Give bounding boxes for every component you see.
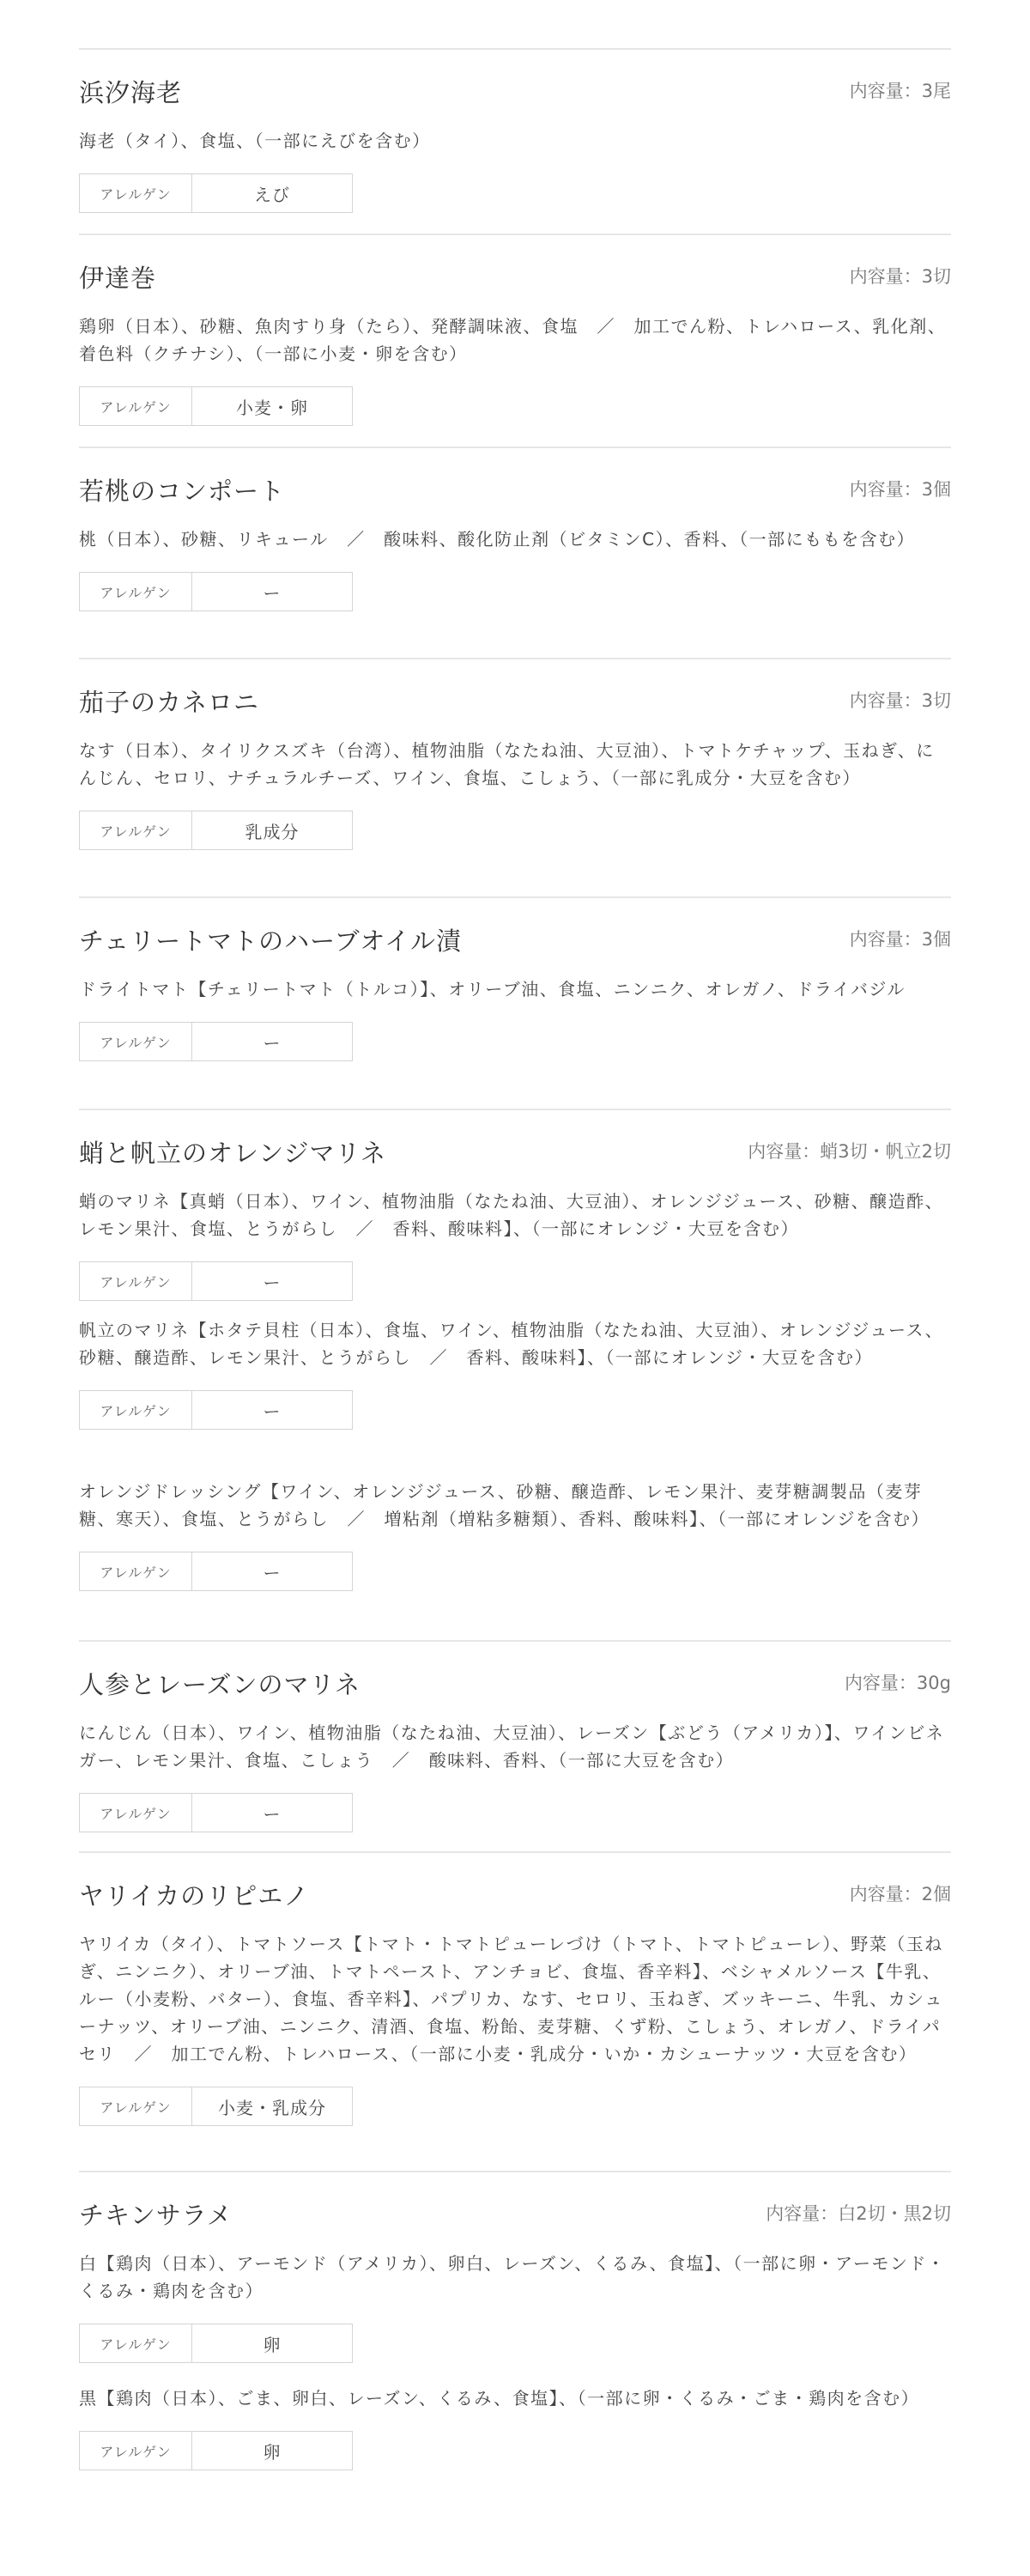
ingredient-block <box>79 313 951 426</box>
ingredient-block <box>79 737 951 850</box>
ingredient-block <box>79 526 951 611</box>
product-name: 茄子のカネロニ <box>79 688 260 717</box>
product-item <box>79 1851 951 2118</box>
ingredient-block <box>79 1930 951 2126</box>
allergen-value: えび <box>254 184 290 205</box>
allergen-value: ー <box>263 1272 282 1293</box>
product-quantity: 内容量：3切 <box>849 266 951 287</box>
ingredients-text: 海老（タイ）、食塩、（一部にえびを含む） <box>79 131 431 151</box>
product-quantity: 内容量：蛸3切・帆立2切 <box>748 1141 951 1162</box>
allergen-value: ー <box>263 1562 282 1583</box>
ingredient-block <box>79 1316 951 1430</box>
product-item <box>79 1109 951 1583</box>
product-name: 伊達巻 <box>79 264 157 293</box>
product-item <box>79 48 951 205</box>
allergen-value: 卵 <box>263 2441 282 2463</box>
ingredient-block <box>79 1719 951 1832</box>
allergen-box <box>79 1022 353 1061</box>
allergen-box <box>79 1793 353 1832</box>
ingredients-text: 蛸のマリネ【真蛸（日本）、ワイン、植物油脂（なたね油、大豆油）、オレンジジュース、砂糖、醸造酢、レモン果汁、食塩、とうがらし ／ 香料、酸味料】、（一部にオレンジ・大豆を含む） <box>79 1191 944 1239</box>
allergen-box <box>79 1390 353 1430</box>
product-header <box>79 898 951 975</box>
allergen-label: アレルゲン <box>80 387 192 425</box>
product-quantity: 内容量：2個 <box>849 1884 951 1905</box>
allergen-label: アレルゲン <box>80 174 192 212</box>
ingredient-block <box>79 975 951 1061</box>
product-name: ヤリイカのリピエノ <box>79 1881 310 1911</box>
allergen-box <box>79 386 353 426</box>
product-item <box>79 1640 951 1825</box>
allergen-label: アレルゲン <box>80 1023 192 1060</box>
ingredients-text: 桃（日本）、砂糖、リキュール ／ 酸味料、酸化防止剤（ビタミンC）、香料、（一部にももを含む） <box>79 529 916 550</box>
allergen-box <box>79 572 353 611</box>
allergen-value: ー <box>263 582 282 604</box>
ingredient-block <box>79 1188 951 1301</box>
allergen-box <box>79 811 353 850</box>
ingredient-block <box>79 1478 951 1591</box>
allergen-value: 小麦・卵 <box>236 397 308 418</box>
ingredients-text: なす（日本）、タイリクスズキ（台湾）、植物油脂（なたね油、大豆油）、トマトケチャップ、玉ねぎ、にんじん、セロリ、ナチュラルチーズ、ワイン、食塩、こしょう、（一部に乳成分・大豆を含む） <box>79 740 935 788</box>
product-header <box>79 659 951 737</box>
allergen-value: 卵 <box>263 2334 282 2355</box>
allergen-value: 乳成分 <box>245 821 300 842</box>
ingredients-text: ヤリイカ（タイ）、トマトソース【トマト・トマトピューレづけ（トマト、トマトピューレ）、野菜（玉ねぎ、ニンニク）、オリーブ油、トマトペースト、アンチョビ、食塩、香辛料】、ベシャメルソース【牛乳、ルー（小麦粉、バター）、食塩、香辛料】、パプリカ、なす、セロリ、玉ねぎ、ズッキーニ、牛乳、カシューナッツ、オリーブ油、ニンニク、清酒、食塩、粉飴、麦芽糖、くず粉、こしょう、オレガノ、ドライパセリ ／ 加工でん粉、トレハロース、（一部に小麦・乳成分・いか・カシューナッツ・大豆を含む） <box>79 1934 943 2064</box>
allergen-value: 小麦・乳成分 <box>218 2097 326 2118</box>
ingredients-text: 帆立のマリネ【ホタテ貝柱（日本）、食塩、ワイン、植物油脂（なたね油、大豆油）、オレンジジュース、砂糖、醸造酢、レモン果汁、とうがらし ／ 香料、酸味料】、（一部にオレンジ・大豆を含む） <box>79 1320 944 1368</box>
allergen-box <box>79 2431 353 2470</box>
product-item <box>79 447 951 604</box>
product-name: 若桃のコンポート <box>79 477 286 506</box>
allergen-box <box>79 173 353 213</box>
allergen-value: ー <box>263 1803 282 1825</box>
allergen-label: アレルゲン <box>80 1262 192 1300</box>
product-header <box>79 1853 951 1930</box>
allergen-value: ー <box>263 1032 282 1054</box>
allergen-value: ー <box>263 1400 282 1422</box>
product-quantity: 内容量：3切 <box>849 690 951 711</box>
product-header <box>79 448 951 526</box>
product-quantity: 内容量：3個 <box>849 479 951 500</box>
allergen-label: アレルゲン <box>80 2432 192 2470</box>
allergen-box <box>79 1552 353 1591</box>
product-header <box>79 1642 951 1719</box>
product-quantity: 内容量：3個 <box>849 929 951 950</box>
allergen-label: アレルゲン <box>80 573 192 611</box>
allergen-box <box>79 2324 353 2363</box>
ingredients-text: オレンジドレッシング【ワイン、オレンジジュース、砂糖、醸造酢、レモン果汁、麦芽糖調製品（麦芽糖、寒天）、食塩、とうがらし ／ 増粘剤（増粘多糖類）、香料、酸味料】、（一部にオレンジを含む） <box>79 1481 930 1529</box>
product-header <box>79 235 951 313</box>
product-header <box>79 50 951 127</box>
product-item <box>79 896 951 1054</box>
ingredients-text: 黒【鶏肉（日本）、ごま、卵白、レーズン、くるみ、食塩】、（一部に卵・くるみ・ごま・鶏肉を含む） <box>79 2388 920 2409</box>
ingredients-text: ドライトマト【チェリートマト（トルコ）】、オリーブ油、食塩、ニンニク、オレガノ、ドライバジル <box>79 979 906 999</box>
allergen-label: アレルゲン <box>80 1552 192 1590</box>
allergen-label: アレルゲン <box>80 2324 192 2362</box>
ingredients-text: にんじん（日本）、ワイン、植物油脂（なたね油、大豆油）、レーズン【ぶどう（アメリカ）】、ワインビネガー、レモン果汁、食塩、こしょう ／ 酸味料、香料、（一部に大豆を含む） <box>79 1722 945 1771</box>
allergen-label: アレルゲン <box>80 1794 192 1832</box>
allergen-label: アレルゲン <box>80 2087 192 2125</box>
product-header <box>79 2172 951 2250</box>
product-item <box>79 658 951 842</box>
product-item <box>79 234 951 418</box>
product-header <box>79 1110 951 1188</box>
ingredient-block <box>79 2385 951 2470</box>
ingredient-block <box>79 127 951 213</box>
product-name: 蛸と帆立のオレンジマリネ <box>79 1139 386 1168</box>
product-quantity: 内容量：3尾 <box>849 81 951 101</box>
allergen-box <box>79 2087 353 2126</box>
product-quantity: 内容量：白2切・黒2切 <box>766 2203 951 2224</box>
product-quantity: 内容量：30g <box>844 1673 951 1693</box>
product-name: チェリートマトのハーブオイル漬 <box>79 927 462 956</box>
allergen-label: アレルゲン <box>80 1391 192 1429</box>
product-name: 浜汐海老 <box>79 78 183 107</box>
allergen-label: アレルゲン <box>80 811 192 849</box>
product-name: チキンサラメ <box>79 2201 233 2230</box>
product-item <box>79 2171 951 2463</box>
ingredients-text: 鶏卵（日本）、砂糖、魚肉すり身（たら）、発酵調味液、食塩 ／ 加工でん粉、トレハロース、乳化剤、着色料（クチナシ）、（一部に小麦・卵を含む） <box>79 316 947 364</box>
product-name: 人参とレーズンのマリネ <box>79 1670 360 1699</box>
allergen-box <box>79 1261 353 1301</box>
ingredients-text: 白【鶏肉（日本）、アーモンド（アメリカ）、卵白、レーズン、くるみ、食塩】、（一部に卵・アーモンド・くるみ・鶏肉を含む） <box>79 2253 946 2301</box>
ingredient-block <box>79 2250 951 2363</box>
